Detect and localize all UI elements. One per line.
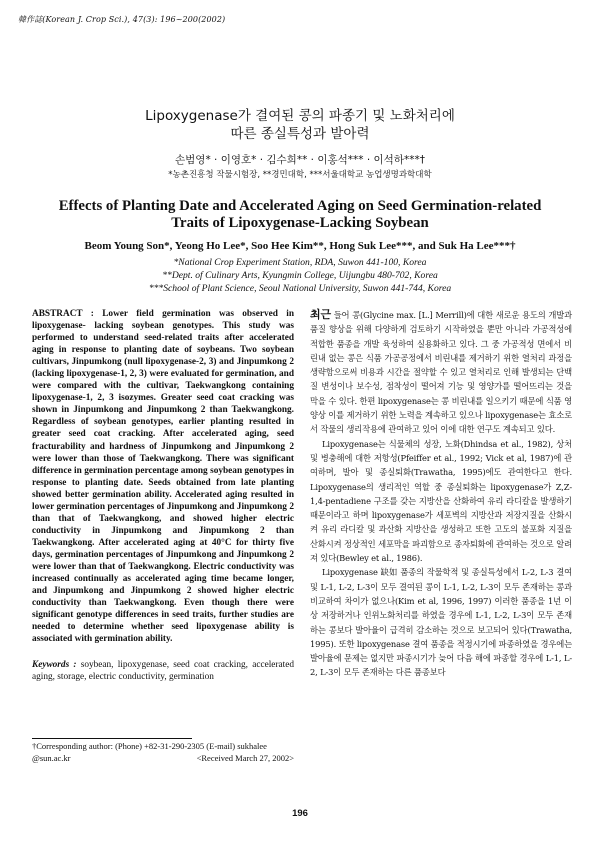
footnote-rule xyxy=(32,738,192,739)
left-column xyxy=(32,308,294,683)
intro-paragraph-2: Lipoxygenase는 식물체의 성장, 노화(Dhindsa et al., 1982), 상처 및 병충해에 대한 저항성(Pfeiffer et al., 1992; Vick et al, 1987)에 관여하며, 발아 및 종실퇴화(Trawatha, 1995)에도 관여한다고 한다. Lipoxygenase의 생리적인 역할 중 종실퇴화는 lipoxygenase가 Z,Z-1,4-pentadiene 구조를 갖는 지방산을 산화하여 유리 라디칼을 발생하기 때문이라고 하며 lipoxygenase가 세포벽의 지방산과 저장지질을 산화시켜 유리 라디칼 및 과산화 지방산을 생성하고 또한 고도의 불포화 지질을 산화시켜 정상적인 세포막을 파괴함으로 종자퇴화에 관여하는 것으로 알려져 있다(Bewley et al., 1986). xyxy=(310,438,572,564)
korean-title-line2: 따른 종실특성과 발아력 xyxy=(230,126,370,142)
english-title-line2: Traits of Lipoxygenase-Lacking Soybean xyxy=(171,215,429,231)
journal-citation: 韓作誌(Korean J. Crop Sci.), 47(3): 196~200(2002) xyxy=(18,15,226,24)
footnote-line2 xyxy=(32,753,294,765)
affiliation-1: *National Crop Experiment Station, RDA, Suwon 441-100, Korea xyxy=(173,257,427,268)
intro-paragraph-1 xyxy=(310,308,572,437)
affiliation-2: **Dept. of Culinary Arts, Kyungmin College, Uijungbu 480-702, Korea xyxy=(162,270,438,281)
english-authors: Beom Young Son*, Yeong Ho Lee*, Soo Hee Kim**, Hong Suk Lee***, and Suk Ha Lee***† xyxy=(84,240,516,252)
intro-paragraph-3: Lipoxygenase 缺如 품종의 작물학적 및 종실특성에서 L-2, L-3 결여 및 L-1, L-2, L-3이 모두 결여된 콩이 L-1, L-2, L-3이 모두 존재하는 콩과 비교하여 차이가 없으나(Kim et al, 1996, 1997) 이러한 품종을 1년 이상 저장하거나 인위노화처리를 하였을 경우에 L-1, L-2, L-3이 모두 존재하는 콩보다 발아율이 급격히 감소하는 것으로 보고되어 있다(Trawatha, 1995). 또한 lipoxygenase 결여 품종을 적정시기에 파종하였을 경우에는 발아율에 문제는 없지만 파종시기가 늦어 다음 해에 파종할 경우에 L-1, L-2, L-3이 모두 존재하는 다른 품종보다 xyxy=(310,567,572,678)
keywords-text: soybean, lipoxygenase, seed coat cracking, accelerated aging, storage, electric conductivity, germination xyxy=(32,660,295,683)
korean-title-line1: Lipoxygenase가 결여된 콩의 파종기 및 노화처리에 xyxy=(145,108,455,124)
footnote-line1: †Corresponding author: (Phone) +82-31-290-2305 (E-mail) sukhalee xyxy=(32,741,267,751)
affiliation-3: ***School of Plant Science, Seoul National University, Suwon 441-744, Korea xyxy=(148,283,452,294)
footnote-email: @sun.ac.kr xyxy=(32,752,71,763)
english-title-line1: Effects of Planting Date and Accelerated Aging on Seed Germination-related xyxy=(58,198,542,214)
page-number: 196 xyxy=(292,808,308,819)
keywords xyxy=(32,659,294,683)
keywords-label: Keywords : xyxy=(32,660,77,671)
received-date: <Received March 27, 2002> xyxy=(196,752,294,763)
footnote xyxy=(32,741,294,764)
intro-heading: 최근 xyxy=(310,308,331,321)
korean-authors: 손범영* · 이영호* · 김수희** · 이홍석*** · 이석하***† xyxy=(175,154,425,166)
right-column xyxy=(310,308,572,680)
paragraph-1-text: 들어 콩(Glycine max. [L.] Merrill)에 대한 새로운 용도의 개발과 품질 향상을 위해 다양하게 검토하기 시작하였을 뿐만 아니라 가공적성에 적합한 품종을 개발 육성하여 실용화하고 있다. 그 중 가공적성 면에서 비린내 없는 콩은 식품 가공공정에서 비린내를 제거하기 위한 열처리 과정을 생략함으로써 비용과 시간을 절약할 수 있고 열처리로 인해 발생되는 단백질 변성이나 보수성, 점착성이 떨어져 기능 및 영양가를 떨어뜨리는 것을 막을 수 있다. 한편 lipoxygenase는 콩 비린내를 일으키기 때문에 식품 영양상 이를 제거하기 위한 노력을 계속하고 있으나 lipoxygenase는 효소로서 작물의 생리작용에 관여하고 있어 이에 대한 연구도 계속되고 있다. xyxy=(310,310,572,435)
korean-affiliations: *농촌진흥청 작물시험장, **경민대학, ***서울대학교 농업생명과학대학 xyxy=(168,170,432,180)
abstract: ABSTRACT : Lower field germination was observed in lipoxygenase- lacking soybean genotypes. This study was performed to understand seed-related traits after accelerated aging in response to planting date of soybeans. Two soybean cultivars, Jinpumkong (null lipoxygenase-2, 3) and Jinpumkong 2 (lacking lipoxygenase-1, 2, 3) were evaluated for germination, and were compared with the cultivar, Taekwangkong containing lipoxygenase-1, 2, 3 isozymes. Greater seed coat cracking was shown in Jinpumkong and Jinpumkong 2 than Taekwangkong. Regardless of soybean genotypes, earlier planting resulted in greater seed coat cracking. After accelerated aging, seed fracturability and hardness of Jinpumkong and Jinpumkong 2 were lower than those of Taekwangkong. There was significant difference in germination percentage among soybean genotypes in response to planting date. Seeds obtained from late planting showed better germination ability. Accelerated aging resulted in lower germination percentages of Jinpumkong and Jinpumkong 2 than that of Taekwangkong, and showed higher electric conductivity in Jinpumkong and Jinpumkong 2 than Taekwangkong. After accelerated aging at 40°C for thirty five days, germination percentages of Jinpumkong and Jinpumkong 2 were lower than that of Taekwangkong. Electric conductivity was increased continually as accelerated aging time became longer, and Jinpumkong and Jinpumkong 2 showed higher electric conductivity than Taekwangkong. Even though there were significant genotype differences in seed traits, further studies are needed to determine whether seed lipoxygenase ability is associated with germination ability. xyxy=(32,309,294,645)
